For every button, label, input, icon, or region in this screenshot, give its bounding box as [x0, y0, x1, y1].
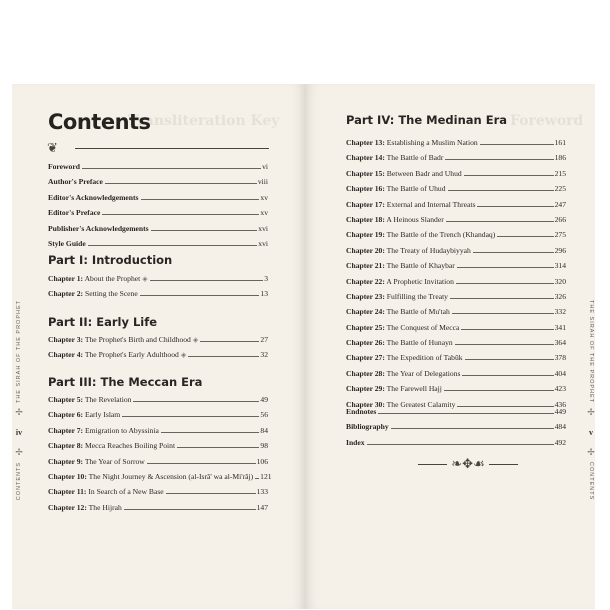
toc-entry-label: Index: [346, 437, 365, 447]
toc-entry-page: 56: [260, 410, 268, 420]
toc-entry[interactable]: [346, 245, 566, 260]
toc-entry-page: 404: [554, 368, 566, 378]
toc-entry-page: 121: [260, 471, 272, 481]
toc-entry[interactable]: [346, 168, 566, 183]
dot-leader: [464, 175, 554, 176]
toc-entry-page: 133: [256, 487, 268, 497]
toc-entry[interactable]: [346, 229, 566, 244]
dot-leader: [133, 401, 259, 402]
dot-leader: [391, 428, 554, 429]
toc-entry-page: 147: [256, 502, 268, 512]
dot-leader: [465, 359, 554, 360]
front-matter-list: [48, 161, 268, 253]
chapter-title: The Battle of Hunayn: [386, 338, 453, 348]
dot-leader: [444, 390, 554, 391]
chapter-number: Chapter 14:: [346, 153, 385, 163]
toc-entry-label: Editor's Preface: [48, 208, 101, 218]
chapter-number: Chapter 1:: [48, 274, 84, 283]
chapter-number: Chapter 5:: [48, 395, 84, 404]
honorific-seal-icon: ◈: [192, 336, 199, 344]
toc-entry-page: 436: [554, 399, 566, 409]
chapter-number: Chapter 15:: [346, 168, 385, 178]
chapter-number: Chapter 26:: [346, 338, 385, 348]
toc-entry-page: viii: [257, 177, 268, 187]
dot-leader: [367, 444, 554, 445]
page-number: v: [589, 428, 593, 438]
toc-entry-page: 492: [554, 437, 566, 447]
toc-entry-page: 161: [554, 138, 566, 147]
toc-entry[interactable]: [48, 486, 268, 501]
toc-entry-page: 364: [554, 338, 566, 348]
toc-entry[interactable]: [346, 260, 566, 275]
chapter-title: The Battle of Mu'tah: [386, 307, 450, 317]
toc-entry[interactable]: [346, 352, 566, 367]
chapter-title: The Conquest of Mecca: [386, 322, 460, 332]
dot-leader: [480, 144, 554, 145]
flourish-icon: ❦: [47, 140, 58, 155]
toc-entry[interactable]: [48, 502, 268, 517]
part-heading: Part III: The Meccan Era: [48, 375, 203, 389]
chapter-title: A Prophetic Invitation: [386, 276, 454, 286]
toc-entry[interactable]: [48, 334, 268, 349]
dot-leader: [124, 509, 256, 510]
chapter-title: In Search of a New Base: [88, 487, 164, 497]
chapter-title: Emigration to Abyssinia: [85, 425, 159, 435]
chapter-number: Chapter 9:: [48, 456, 84, 466]
toc-entry-page: 225: [554, 184, 566, 194]
chapter-number: Chapter 22:: [346, 276, 385, 286]
toc-entry[interactable]: [346, 152, 566, 167]
back-matter-list: [346, 406, 566, 452]
toc-entry[interactable]: [346, 337, 566, 352]
chapter-title: Fulfilling the Treaty: [386, 291, 448, 301]
margin-ornament-icon: ✢: [587, 407, 595, 418]
toc-entry-label: Editor's Acknowledgements: [48, 192, 139, 202]
ornament-rule: [489, 464, 518, 465]
dot-leader: [450, 298, 554, 299]
toc-entry[interactable]: [48, 223, 268, 238]
toc-entry-label: Publisher's Acknowledgements: [48, 223, 149, 233]
dot-leader: [105, 183, 257, 184]
bleed-through-text-right: Foreword: [510, 113, 584, 129]
toc-entry[interactable]: [48, 161, 268, 176]
toc-entry[interactable]: [346, 291, 566, 306]
chapter-title: The Greatest Calamity: [386, 399, 456, 409]
dot-leader: [141, 199, 260, 200]
part4-chapter-list: [346, 137, 566, 414]
chapter-number: Chapter 17:: [346, 199, 385, 209]
chapter-title: The Farewell Hajj: [386, 384, 442, 394]
toc-entry[interactable]: [48, 192, 268, 207]
dot-leader: [455, 344, 554, 345]
chapter-number: Chapter 4:: [48, 350, 84, 360]
toc-entry-label: Style Guide: [48, 238, 86, 248]
toc-entry[interactable]: [48, 288, 268, 303]
dot-leader: [151, 230, 258, 231]
page-title: Contents: [48, 110, 151, 134]
toc-entry-page: 484: [554, 422, 566, 432]
toc-entry[interactable]: [346, 137, 566, 152]
chapter-number: Chapter 25:: [346, 322, 385, 332]
toc-entry[interactable]: [48, 425, 268, 440]
dot-leader: [255, 478, 259, 479]
toc-entry[interactable]: [48, 176, 268, 191]
chapter-number: Chapter 2:: [48, 289, 84, 299]
dot-leader: [477, 206, 553, 207]
honorific-seal-icon: ◈: [180, 351, 187, 360]
dot-leader: [200, 341, 259, 342]
toc-entry-page: xv: [260, 208, 268, 218]
chapter-number: Chapter 7:: [48, 425, 84, 435]
dot-leader: [82, 168, 261, 169]
toc-entry-page: 27: [260, 335, 268, 344]
chapter-title: The Battle of Badr: [386, 153, 444, 163]
running-header-section: CONTENTS: [588, 462, 594, 501]
dot-leader: [497, 236, 553, 237]
chapter-title: The Year of Delegations: [386, 368, 461, 378]
part-heading: Part IV: The Medinan Era: [346, 113, 507, 127]
dot-leader: [88, 245, 258, 246]
chapter-number: Chapter 13:: [346, 138, 385, 147]
running-header-section: CONTENTS: [16, 462, 22, 501]
toc-entry[interactable]: [346, 183, 566, 198]
toc-entry-label: Foreword: [48, 162, 80, 171]
toc-entry-page: 341: [554, 322, 566, 332]
chapter-title: Mecca Reaches Boiling Point: [85, 441, 176, 451]
chapter-title: The Expedition of Tabūk: [386, 353, 463, 363]
left-margin-strip: [12, 300, 26, 500]
dot-leader: [150, 280, 264, 281]
toc-entry[interactable]: [346, 437, 566, 452]
toc-entry-page: 106: [256, 456, 268, 466]
margin-ornament-icon: ✢: [15, 447, 23, 458]
toc-entry[interactable]: [48, 471, 272, 486]
toc-entry-page: 378: [554, 353, 566, 363]
toc-entry[interactable]: [48, 394, 268, 409]
toc-entry[interactable]: [346, 406, 566, 421]
part3-chapter-list: [48, 394, 272, 517]
toc-entry[interactable]: [346, 214, 566, 229]
flourish-icon: ❧✥☙: [451, 456, 485, 471]
chapter-title: The Battle of the Trench (Khandaq): [386, 230, 496, 240]
dot-leader: [122, 416, 259, 417]
chapter-number: Chapter 28:: [346, 368, 385, 378]
toc-entry-label: Endnotes: [346, 407, 377, 416]
dot-leader: [102, 214, 259, 215]
toc-entry[interactable]: [346, 276, 566, 291]
dot-leader: [140, 295, 260, 296]
toc-entry-page: 215: [554, 168, 566, 178]
part-heading: Part II: Early Life: [48, 315, 158, 329]
ornament-rule: [418, 464, 447, 465]
chapter-title: The Revelation: [84, 395, 132, 404]
dot-leader: [457, 267, 554, 268]
part1-chapter-list: [48, 273, 268, 304]
toc-entry[interactable]: [48, 207, 268, 222]
dot-leader: [448, 190, 554, 191]
toc-entry[interactable]: [48, 456, 268, 471]
dot-leader: [445, 159, 553, 160]
dot-leader: [461, 329, 553, 330]
dot-leader: [147, 463, 256, 464]
chapter-title: About the Prophet: [84, 274, 141, 283]
toc-entry-page: 326: [554, 291, 566, 301]
chapter-title: Between Badr and Uhud: [386, 168, 462, 178]
toc-entry[interactable]: [48, 273, 268, 288]
chapter-number: Chapter 23:: [346, 291, 385, 301]
chapter-number: Chapter 10:: [48, 471, 87, 481]
chapter-title: The Battle of Khaybar: [386, 261, 455, 271]
dot-leader: [446, 221, 554, 222]
chapter-number: Chapter 21:: [346, 261, 385, 271]
toc-entry[interactable]: [346, 421, 566, 436]
toc-entry-page: 314: [554, 261, 566, 271]
toc-entry[interactable]: [48, 409, 268, 424]
toc-entry-page: xvi: [258, 223, 268, 233]
chapter-title: The Battle of Uhud: [386, 184, 446, 194]
chapter-number: Chapter 18:: [346, 214, 385, 224]
chapter-title: Early Islam: [85, 410, 121, 420]
chapter-title: The Hijrah: [88, 502, 122, 512]
chapter-number: Chapter 30:: [346, 399, 385, 409]
toc-entry[interactable]: [48, 440, 268, 455]
chapter-number: Chapter 19:: [346, 230, 385, 240]
chapter-number: Chapter 6:: [48, 410, 84, 420]
running-header-book-title: THE SIRAH OF THE PROPHET: [16, 300, 22, 404]
toc-entry[interactable]: [346, 368, 566, 383]
dot-leader: [473, 252, 554, 253]
chapter-number: Chapter 11:: [48, 487, 87, 497]
dot-leader: [378, 413, 553, 414]
toc-entry-page: 186: [554, 153, 566, 163]
chapter-title: Establishing a Muslim Nation: [386, 138, 478, 147]
bleed-through-text-left: Transliteration Key: [128, 113, 280, 129]
toc-entry[interactable]: [346, 199, 566, 214]
dot-leader: [177, 447, 259, 448]
toc-entry-page: 247: [554, 199, 566, 209]
ornament-rule: [75, 148, 269, 149]
dot-leader: [161, 432, 260, 433]
page-number: iv: [15, 428, 23, 438]
chapter-title: A Heinous Slander: [386, 214, 444, 224]
chapter-number: Chapter 24:: [346, 307, 385, 317]
toc-entry[interactable]: [346, 383, 566, 398]
toc-entry-page: 13: [260, 289, 268, 299]
toc-entry-page: 84: [260, 425, 268, 435]
running-header-book-title: THE SIRAH OF THE PROPHET: [588, 300, 594, 404]
toc-entry-page: 449: [554, 407, 566, 416]
chapter-title: The Treaty of Hudaybiyyah: [386, 245, 471, 255]
dot-leader: [166, 493, 256, 494]
toc-entry-page: 275: [554, 230, 566, 240]
part-heading: Part I: Introduction: [48, 253, 173, 267]
chapter-title: The Prophet's Birth and Childhood: [84, 335, 191, 344]
toc-entry-page: 320: [554, 276, 566, 286]
toc-entry-label: Author's Preface: [48, 177, 103, 187]
chapter-title: External and Internal Threats: [386, 199, 476, 209]
toc-entry-page: 266: [554, 214, 566, 224]
toc-entry-page: 423: [554, 384, 566, 394]
chapter-number: Chapter 8:: [48, 441, 84, 451]
toc-entry-page: 332: [554, 307, 566, 317]
dot-leader: [452, 313, 554, 314]
closing-ornament: [418, 454, 518, 474]
right-margin-strip: [584, 300, 598, 500]
chapter-number: Chapter 16:: [346, 184, 385, 194]
margin-ornament-icon: ✢: [15, 407, 23, 418]
chapter-number: Chapter 12:: [48, 502, 87, 512]
toc-entry-page: 296: [554, 245, 566, 255]
toc-entry[interactable]: [346, 322, 566, 337]
toc-entry-page: 49: [260, 395, 268, 404]
chapter-number: Chapter 29:: [346, 384, 385, 394]
chapter-title: The Night Journey & Ascension (al-Isrā' wa al-Mi'rāj): [88, 471, 254, 481]
dot-leader: [456, 283, 554, 284]
chapter-number: Chapter 27:: [346, 353, 385, 363]
part2-chapter-list: [48, 334, 268, 365]
title-ornament: [47, 140, 269, 156]
chapter-title: The Year of Sorrow: [84, 456, 145, 466]
toc-entry[interactable]: [48, 238, 268, 253]
toc-entry-page: 98: [260, 441, 268, 451]
toc-entry-label: Bibliography: [346, 422, 389, 432]
chapter-title: Setting the Scene: [85, 289, 138, 299]
dot-leader: [462, 375, 553, 376]
toc-entry-page: xvi: [258, 238, 268, 248]
margin-ornament-icon: ✢: [587, 447, 595, 458]
chapter-title: The Prophet's Early Adulthood: [84, 350, 179, 360]
toc-entry-page: 3: [264, 274, 268, 283]
toc-entry-page: vi: [262, 162, 268, 171]
toc-entry-page: 32: [260, 350, 268, 360]
toc-entry-page: xv: [260, 192, 268, 202]
honorific-seal-icon: ◈: [142, 275, 148, 283]
chapter-number: Chapter 20:: [346, 245, 385, 255]
dot-leader: [188, 356, 259, 357]
chapter-number: Chapter 3:: [48, 335, 84, 344]
toc-entry[interactable]: [346, 306, 566, 321]
toc-entry[interactable]: [48, 349, 268, 364]
